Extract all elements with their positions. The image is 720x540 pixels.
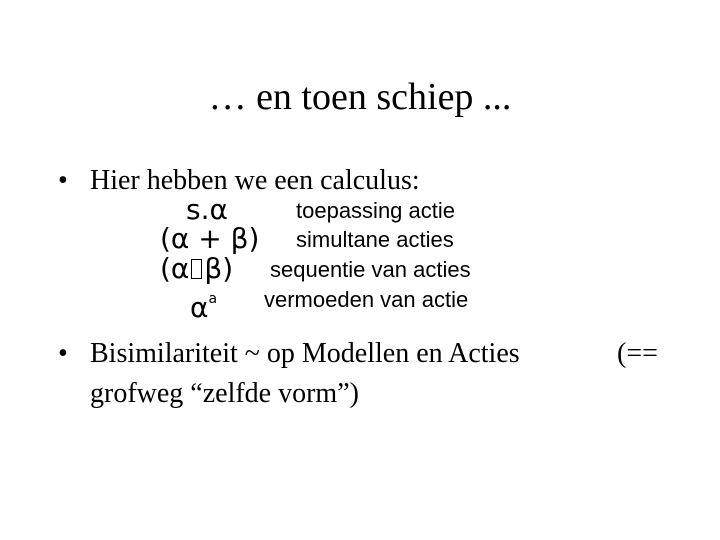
calc-symbol-conjecture-sup: a bbox=[208, 291, 218, 307]
bullet-text-extra: (== bbox=[617, 338, 658, 369]
bullet-dot: • bbox=[58, 165, 68, 196]
bullet-text: Bisimilariteit ~ op Modellen en Acties bbox=[90, 338, 520, 369]
calc-desc-sequence: sequentie van acties bbox=[270, 257, 471, 282]
missing-glyph-box-icon bbox=[191, 259, 202, 279]
calc-desc-simultaneous: simultane acties bbox=[296, 227, 454, 252]
calc-symbol-conjecture bbox=[190, 284, 217, 323]
calc-symbol-simultaneous: (α + β) bbox=[160, 222, 260, 255]
bullet-text: Hier hebben we een calculus: bbox=[90, 165, 420, 196]
calc-desc-conjecture: vermoeden van actie bbox=[264, 287, 469, 312]
slide-title: … en toen schiep ... bbox=[208, 76, 512, 118]
bullet-dot: • bbox=[58, 338, 68, 369]
calc-symbol-conjecture-base: α bbox=[190, 291, 209, 324]
bullet-text-line2: grofweg “zelfde vorm”) bbox=[90, 378, 359, 409]
calc-symbol-sequence bbox=[160, 254, 233, 284]
calc-symbol-sequence-right: β) bbox=[204, 252, 234, 285]
bullet-bisimilarity bbox=[58, 338, 698, 418]
calc-symbol-sequence-left: (α bbox=[160, 252, 190, 285]
calc-desc-application: toepassing actie bbox=[296, 198, 455, 223]
calc-symbol-application: s.α bbox=[186, 193, 228, 226]
